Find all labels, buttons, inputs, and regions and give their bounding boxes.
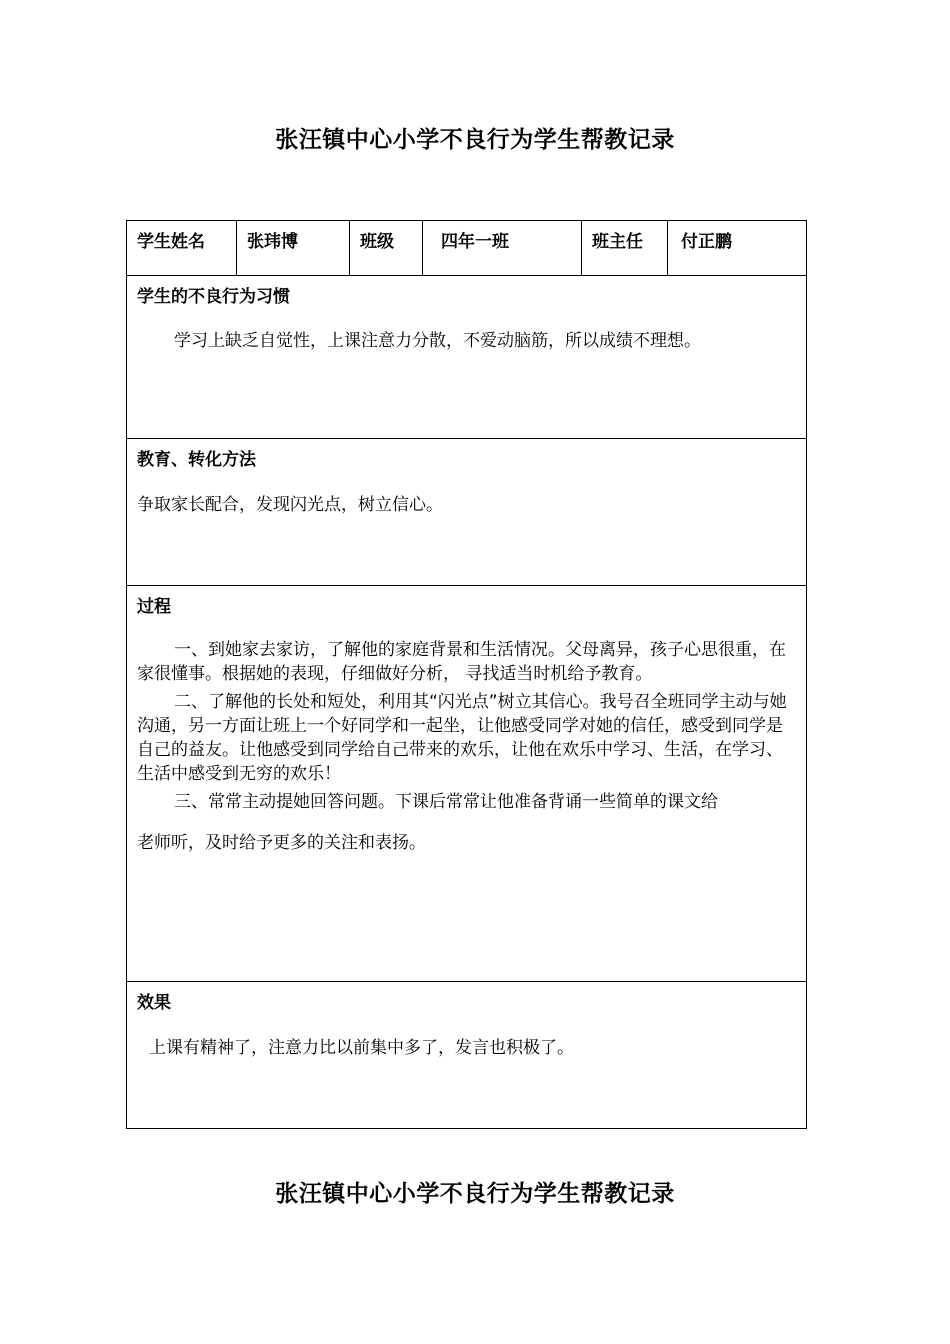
document-title: 张汪镇中心小学不良行为学生帮教记录	[275, 127, 675, 153]
effect-row	[127, 982, 807, 1129]
student-name-label: 学生姓名	[127, 221, 237, 276]
method-row	[127, 439, 807, 586]
method-label: 教育、转化方法	[137, 450, 256, 470]
student-name-value: 张玮博	[237, 221, 350, 276]
head-teacher-value: 付正鹏	[668, 221, 807, 276]
habit-row	[127, 276, 807, 439]
process-row	[127, 586, 807, 982]
class-value: 四年一班	[423, 221, 582, 276]
process-label: 过程	[137, 597, 171, 617]
process-section	[127, 586, 807, 982]
head-teacher-label: 班主任	[582, 221, 668, 276]
habit-section	[127, 276, 807, 439]
habit-label: 学生的不良行为习惯	[137, 287, 290, 307]
method-text: 争取家长配合，发现闪光点，树立信心。	[137, 495, 443, 515]
effect-label: 效果	[137, 993, 171, 1013]
header-row	[127, 221, 807, 276]
record-table	[126, 220, 807, 1129]
effect-section	[127, 982, 807, 1129]
document-title-next-page: 张汪镇中心小学不良行为学生帮教记录	[275, 1181, 675, 1207]
process-paragraph-3-continued: 老师听，及时给予更多的关注和表扬。	[137, 833, 426, 853]
effect-text: 上课有精神了，注意力比以前集中多了，发言也积极了。	[149, 1038, 574, 1058]
process-paragraph-3: 三、常常主动提她回答问题。下课后常常让他准备背诵一些简单的课文给	[174, 792, 718, 812]
process-paragraph-2: 二、了解他的长处和短处，利用其“闪光点”树立其信心。我号召全班同学主动与她沟通，另一方面让班上一个好同学和一起坐，让他感受同学对她的信任，感受到同学是自己的益友。让他感受到同学给自己带来的欢乐，让他在欢乐中学习、生活，在学习、生活中感受到无穷的欢乐！	[137, 692, 787, 784]
method-section	[127, 439, 807, 586]
habit-text: 学习上缺乏自觉性，上课注意力分散，不爱动脑筋，所以成绩不理想。	[174, 331, 701, 351]
class-label: 班级	[350, 221, 423, 276]
process-paragraph-1: 一、到她家去家访，了解他的家庭背景和生活情况。父母离异，孩子心思很重，在家很懂事。根据她的表现，仔细做好分析， 寻找适当时机给予教育。	[137, 640, 786, 684]
